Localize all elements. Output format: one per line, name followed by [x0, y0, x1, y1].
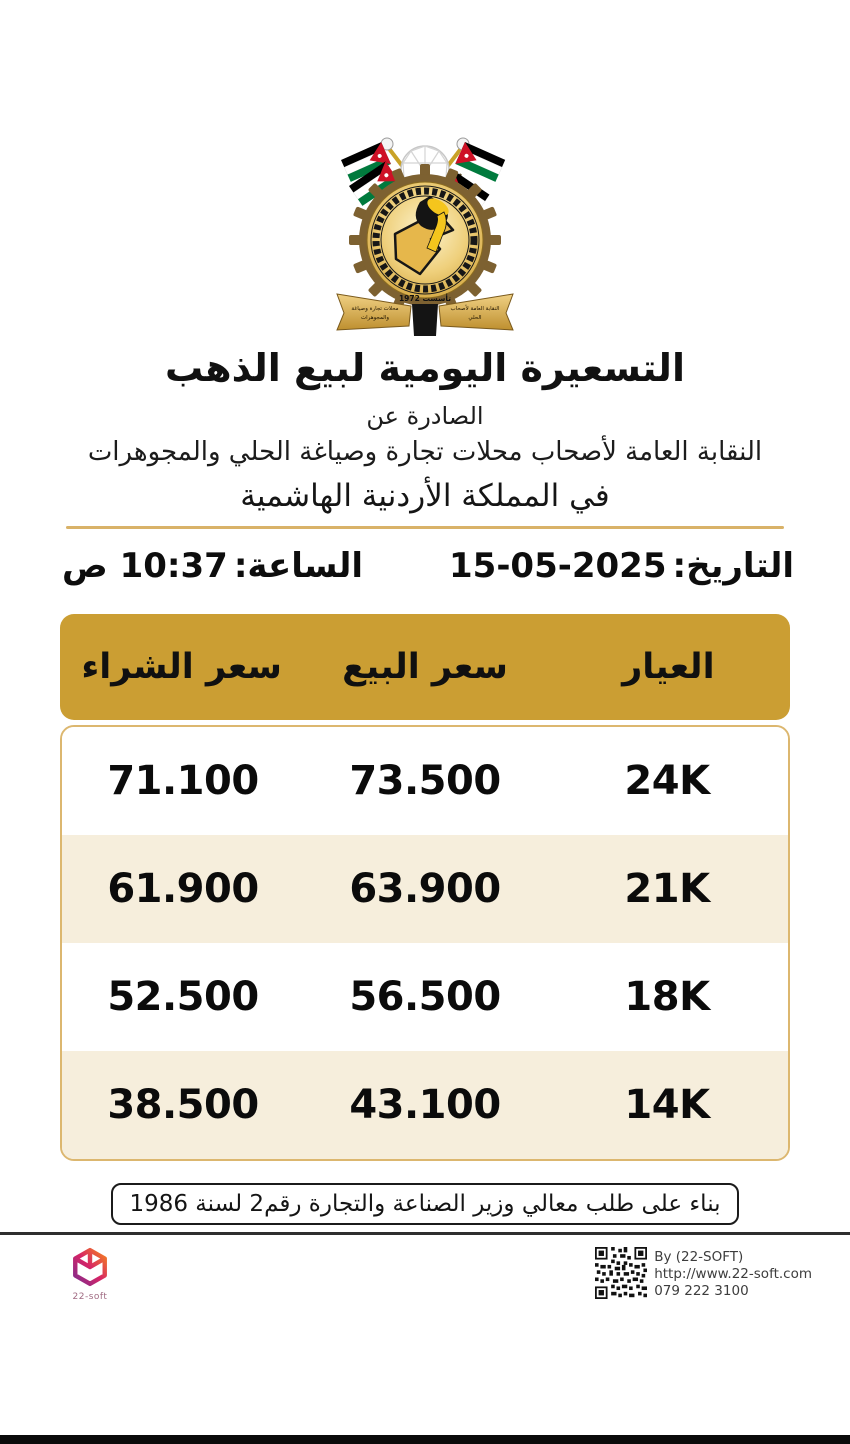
table-body — [60, 725, 790, 1161]
ribbon-right-text-1: النقابة العامة لأصحاب — [450, 306, 500, 312]
credit-by: By (22-SOFT) — [654, 1249, 744, 1265]
credit-phone: 079 222 3100 — [654, 1283, 749, 1299]
table-row-24k — [62, 727, 788, 835]
sell-24k: 73.500 — [349, 758, 501, 804]
syndicate-emblem-icon — [325, 108, 525, 348]
emblem-container — [0, 0, 850, 352]
ribbon-left-text-2: والمجوهرات — [360, 315, 390, 321]
sell-18k: 56.500 — [349, 974, 501, 1020]
table-row-18k — [62, 943, 788, 1051]
col-header-karat: العيار — [622, 647, 715, 687]
table-header — [60, 614, 790, 720]
qr-code-icon — [595, 1247, 647, 1299]
organization-name: النقابة العامة لأصحاب محلات تجارة وصياغة الحلي والمجوهرات — [87, 437, 763, 467]
time-value: 10:37 ص — [62, 546, 228, 586]
buy-14k: 38.500 — [107, 1082, 259, 1128]
time — [56, 546, 363, 586]
date — [443, 546, 794, 586]
date-value: 15-05-2025 — [449, 546, 667, 586]
sell-14k: 43.100 — [349, 1082, 501, 1128]
ribbon-right-text-2: الحلي — [468, 315, 482, 321]
table-row-21k — [62, 835, 788, 943]
notice-container — [0, 1183, 850, 1225]
buy-24k: 71.100 — [107, 758, 259, 804]
brand-name: 22-soft — [72, 1292, 108, 1302]
karat-21k: 21K — [624, 866, 710, 912]
brand-block — [64, 1247, 116, 1302]
karat-18k: 18K — [624, 974, 710, 1020]
credit-text — [654, 1247, 812, 1300]
price-table — [60, 614, 790, 1161]
table-row-14k — [62, 1051, 788, 1159]
sell-21k: 63.900 — [349, 866, 501, 912]
time-label: الساعة: — [233, 546, 364, 586]
ribbon-left-text-1: محلات تجارة وصياغة — [351, 306, 399, 312]
buy-18k: 52.500 — [107, 974, 259, 1020]
buy-21k: 61.900 — [107, 866, 259, 912]
ministerial-notice: بناء على طلب معالي وزير الصناعة والتجارة رقم2 لسنة 1986 — [111, 1183, 738, 1225]
country-text: في المملكة الأردنية الهاشمية — [240, 478, 610, 514]
footer — [0, 1235, 850, 1302]
date-label: التاريخ: — [672, 546, 794, 586]
cube-logo-icon — [72, 1247, 108, 1287]
credit-url: http://www.22-soft.com — [654, 1266, 812, 1282]
datetime-row — [0, 546, 850, 586]
bottom-bar — [0, 1435, 850, 1444]
col-header-buy: سعر الشراء — [81, 647, 282, 687]
karat-14k: 14K — [624, 1082, 710, 1128]
issued-by-text: الصادرة عن — [366, 402, 484, 430]
credits-block — [595, 1247, 812, 1300]
established-text: تأسست 1972 — [398, 294, 452, 303]
karat-24k: 24K — [624, 758, 710, 804]
col-header-sell: سعر البيع — [342, 647, 508, 687]
gold-divider — [66, 526, 784, 529]
page-title: التسعيرة اليومية لبيع الذهب — [165, 346, 685, 390]
